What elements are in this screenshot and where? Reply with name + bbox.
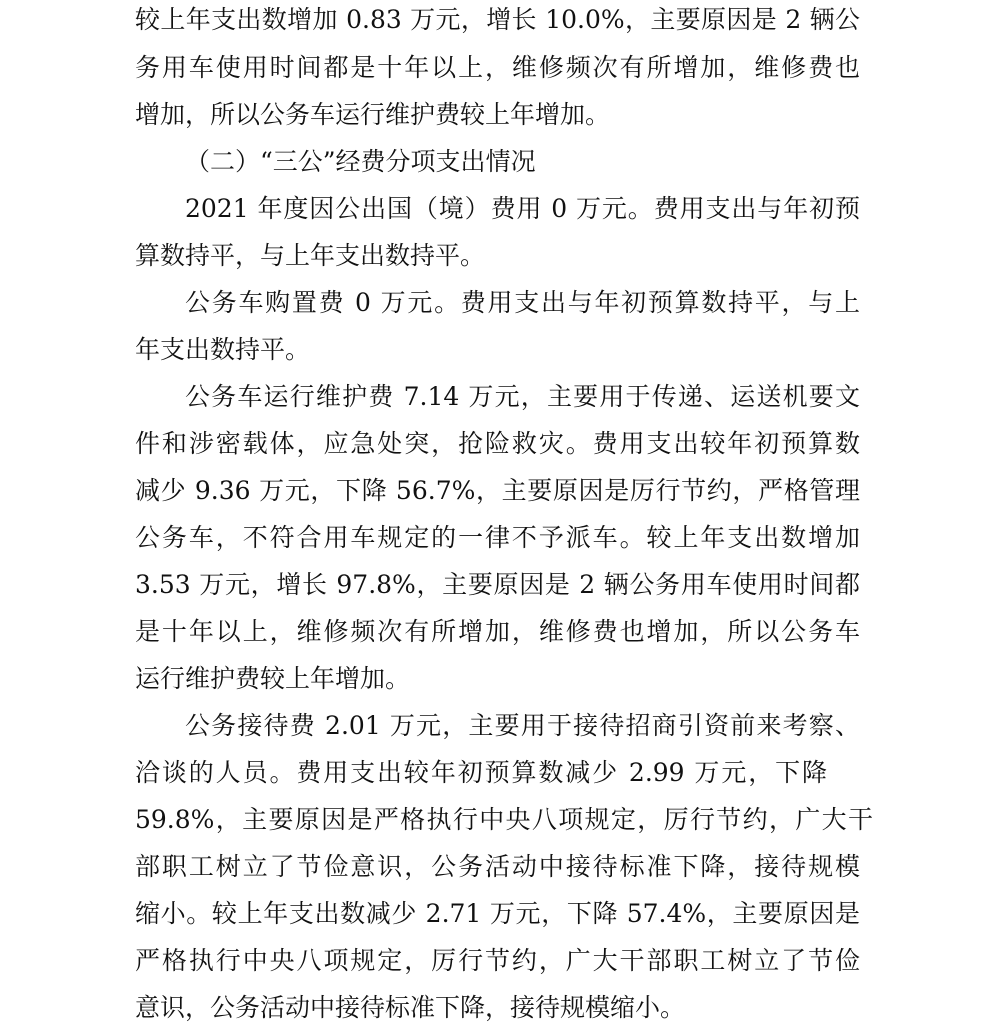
text-line: 公务车，不符合用车规定的一律不予派车。较上年支出数增加 <box>135 523 860 552</box>
text-line: 公务车购置费 0 万元。费用支出与年初预算数持平，与上 <box>185 288 860 317</box>
text-line: 严格执行中央八项规定，厉行节约，广大干部职工树立了节俭 <box>135 946 860 975</box>
text-line: 缩小。较上年支出数减少 2.71 万元，下降 57.4%，主要原因是 <box>135 899 860 928</box>
text-line: 公务车运行维护费 7.14 万元，主要用于传递、运送机要文 <box>185 382 860 411</box>
text-line: 部职工树立了节俭意识，公务活动中接待标准下降，接待规模 <box>135 852 860 881</box>
section-heading: （二）“三公”经费分项支出情况 <box>185 147 536 176</box>
text-line: 务用车使用时间都是十年以上，维修频次有所增加，维修费也 <box>135 53 860 82</box>
text-line: 意识，公务活动中接待标准下降，接待规模缩小。 <box>135 993 686 1022</box>
text-line: 59.8%，主要原因是严格执行中央八项规定，厉行节约，广大干 <box>135 805 873 834</box>
text-line: 2021 年度因公出国（境）费用 0 万元。费用支出与年初预 <box>185 194 860 223</box>
text-line: 洽谈的人员。费用支出较年初预算数减少 2.99 万元，下降 <box>135 758 827 787</box>
text-line: 增加，所以公务车运行维护费较上年增加。 <box>135 100 611 129</box>
text-line: 减少 9.36 万元，下降 56.7%，主要原因是厉行节约，严格管理 <box>135 476 860 505</box>
text-line: 运行维护费较上年增加。 <box>135 664 411 693</box>
text-line: 算数持平，与上年支出数持平。 <box>135 241 486 270</box>
text-line: 件和涉密载体，应急处突，抢险救灾。费用支出较年初预算数 <box>135 429 860 458</box>
text-line: 年支出数持平。 <box>135 335 311 364</box>
text-line: 是十年以上，维修频次有所增加，维修费也增加，所以公务车 <box>135 617 860 646</box>
text-line: 公务接待费 2.01 万元，主要用于接待招商引资前来考察、 <box>185 711 860 740</box>
text-line: 3.53 万元，增长 97.8%，主要原因是 2 辆公务用车使用时间都 <box>135 570 860 599</box>
text-line: 较上年支出数增加 0.83 万元，增长 10.0%，主要原因是 2 辆公 <box>135 5 860 34</box>
